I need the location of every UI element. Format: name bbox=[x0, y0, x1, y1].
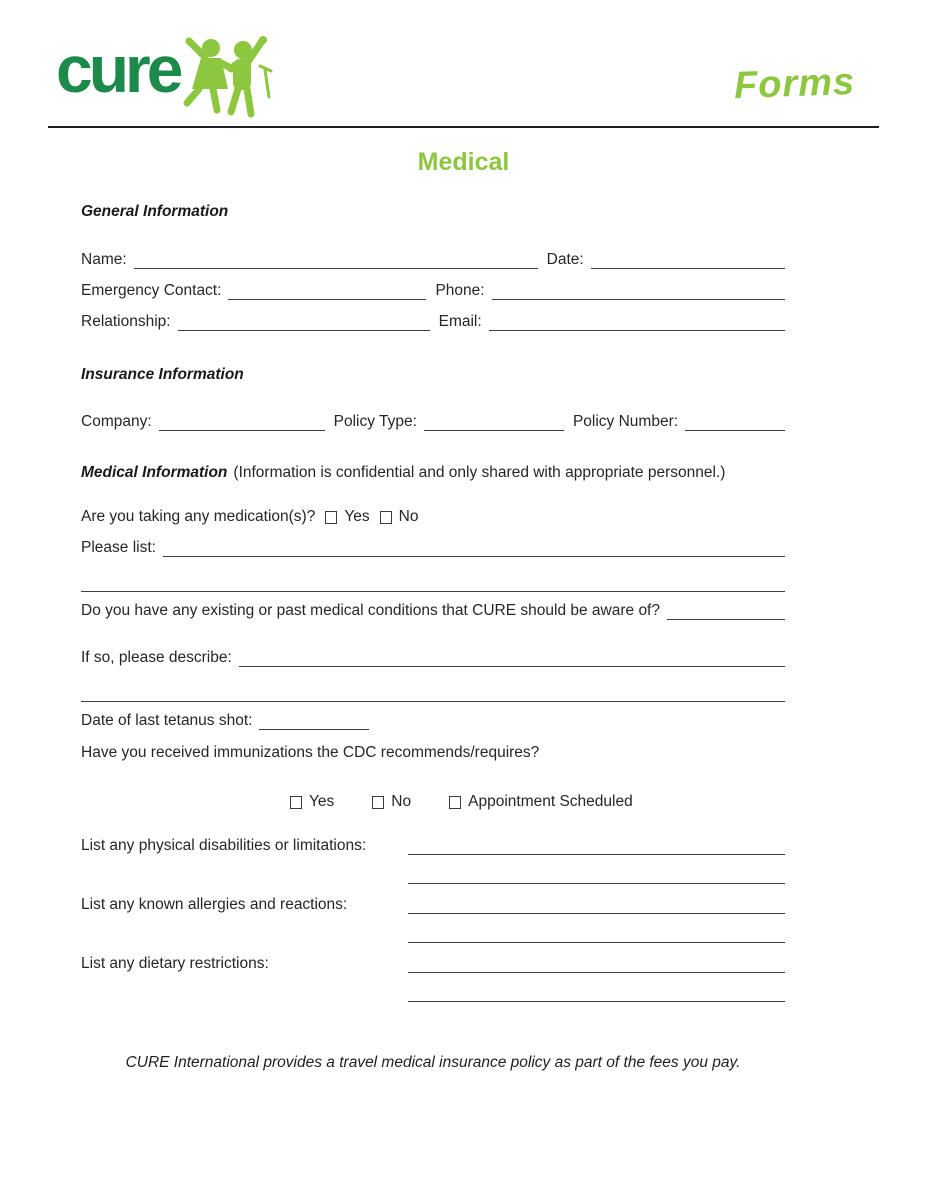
checkbox-icon[interactable] bbox=[449, 796, 461, 809]
immunization-appointment-label: Appointment Scheduled bbox=[468, 793, 633, 810]
relationship-email-row bbox=[81, 313, 785, 331]
forms-tagline: Forms bbox=[733, 60, 856, 108]
describe-continuation-row bbox=[81, 689, 785, 702]
phone-label: Phone: bbox=[435, 282, 485, 299]
allergies-row-2 bbox=[81, 914, 785, 944]
physical-disabilities-input-line[interactable] bbox=[408, 842, 785, 855]
allergies-input-line[interactable] bbox=[408, 901, 785, 914]
please-list-continuation-row bbox=[81, 579, 785, 592]
medication-question: Are you taking any medication(s)? bbox=[81, 508, 316, 525]
dietary-label: List any dietary restrictions: bbox=[81, 954, 269, 972]
immunization-appointment-option[interactable] bbox=[449, 793, 633, 811]
policy-number-label: Policy Number: bbox=[572, 413, 679, 430]
dietary-row bbox=[81, 943, 785, 973]
medication-yes-label: Yes bbox=[344, 508, 370, 525]
name-label: Name: bbox=[81, 251, 127, 268]
conditions-question-row bbox=[81, 602, 785, 620]
allergies-input-line-2[interactable] bbox=[408, 930, 785, 943]
please-list-label: Please list: bbox=[81, 539, 156, 556]
tetanus-row bbox=[81, 712, 785, 730]
checkbox-icon[interactable] bbox=[290, 796, 302, 809]
name-date-row bbox=[81, 251, 785, 269]
footer-note: CURE International provides a travel medical insurance policy as part of the fees you pay. bbox=[125, 1054, 741, 1071]
dietary-input-line-2[interactable] bbox=[408, 989, 785, 1002]
phone-input-line[interactable] bbox=[492, 287, 785, 300]
describe-input-line-2[interactable] bbox=[81, 689, 785, 702]
physical-disabilities-label: List any physical disabilities or limitations: bbox=[81, 836, 367, 854]
date-input-line[interactable] bbox=[591, 256, 785, 269]
company-input-line[interactable] bbox=[159, 418, 325, 431]
insurance-row bbox=[81, 413, 785, 431]
immunization-no-option[interactable] bbox=[372, 793, 411, 811]
describe-row bbox=[81, 649, 785, 667]
allergies-row bbox=[81, 884, 785, 914]
immunization-question-row bbox=[81, 744, 785, 762]
checkbox-icon[interactable] bbox=[325, 511, 337, 524]
insurance-information-heading: Insurance Information bbox=[81, 366, 244, 383]
medication-yes-option[interactable] bbox=[325, 508, 369, 526]
conditions-input-line[interactable] bbox=[667, 607, 785, 620]
form-content bbox=[81, 203, 785, 1072]
immunization-yes-option[interactable] bbox=[290, 793, 334, 811]
emergency-contact-input-line[interactable] bbox=[228, 287, 426, 300]
conditions-question: Do you have any existing or past medical conditions that CURE should be aware of? bbox=[81, 602, 660, 619]
allergies-label: List any known allergies and reactions: bbox=[81, 895, 348, 913]
policy-type-label: Policy Type: bbox=[333, 413, 417, 430]
please-list-row bbox=[81, 539, 785, 557]
email-input-line[interactable] bbox=[489, 318, 785, 331]
medical-information-heading-row bbox=[81, 464, 785, 482]
medical-information-note: (Information is confidential and only shared with appropriate personnel.) bbox=[233, 464, 726, 481]
emergency-contact-label: Emergency Contact: bbox=[81, 282, 222, 299]
medication-no-label: No bbox=[398, 508, 419, 525]
describe-label: If so, please describe: bbox=[81, 649, 232, 666]
please-list-input-line[interactable] bbox=[163, 544, 785, 557]
dancing-children-icon bbox=[181, 34, 273, 120]
page-title: Medical bbox=[417, 148, 510, 176]
immunization-question: Have you received immunizations the CDC recommends/requires? bbox=[81, 744, 540, 761]
medication-no-option[interactable] bbox=[380, 508, 419, 526]
physical-disabilities-row bbox=[81, 825, 785, 855]
cure-logo bbox=[56, 32, 273, 120]
dietary-row-2 bbox=[81, 973, 785, 1003]
immunization-yes-label: Yes bbox=[309, 793, 335, 810]
checkbox-icon[interactable] bbox=[372, 796, 384, 809]
cure-wordmark: cure bbox=[56, 32, 180, 106]
tetanus-input-line[interactable] bbox=[259, 717, 369, 730]
policy-type-input-line[interactable] bbox=[424, 418, 564, 431]
tetanus-label: Date of last tetanus shot: bbox=[81, 712, 253, 729]
medical-information-heading: Medical Information bbox=[81, 464, 228, 481]
dietary-input-line[interactable] bbox=[408, 960, 785, 973]
policy-number-input-line[interactable] bbox=[685, 418, 785, 431]
immunization-options-row bbox=[81, 793, 785, 811]
relationship-label: Relationship: bbox=[81, 313, 171, 330]
list-section bbox=[81, 825, 785, 1002]
email-label: Email: bbox=[438, 313, 482, 330]
describe-input-line[interactable] bbox=[239, 654, 785, 667]
checkbox-icon[interactable] bbox=[380, 511, 392, 524]
general-information-heading: General Information bbox=[81, 203, 229, 220]
company-label: Company: bbox=[81, 413, 152, 430]
relationship-input-line[interactable] bbox=[178, 318, 430, 331]
date-label: Date: bbox=[546, 251, 584, 268]
physical-disabilities-input-line-2[interactable] bbox=[408, 871, 785, 884]
please-list-input-line-2[interactable] bbox=[81, 579, 785, 592]
physical-disabilities-row-2 bbox=[81, 855, 785, 885]
emergency-contact-row bbox=[81, 282, 785, 300]
name-input-line[interactable] bbox=[134, 256, 538, 269]
immunization-no-label: No bbox=[391, 793, 412, 810]
header bbox=[48, 0, 879, 128]
medication-question-row bbox=[81, 508, 785, 526]
